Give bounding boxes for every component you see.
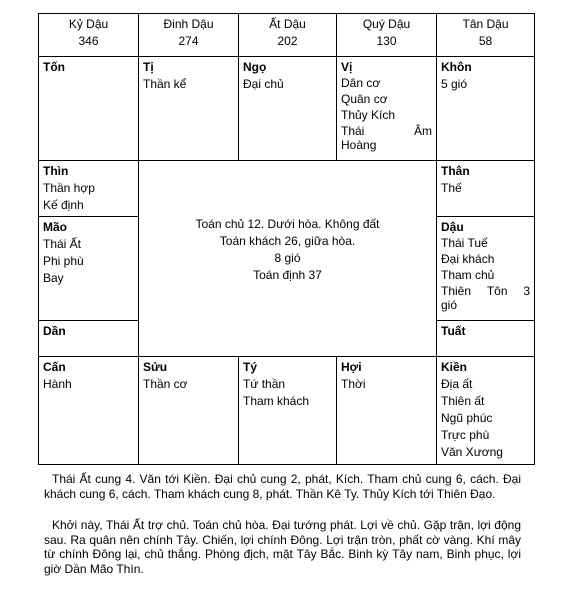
header-name: Tân Dậu xyxy=(462,17,509,31)
center-line: Toán khách 26, giữa hòa. xyxy=(219,233,356,248)
cell-line: Thế xyxy=(441,181,462,195)
cell-line: Địa ất xyxy=(441,377,473,391)
cell-dan xyxy=(39,321,139,357)
cell-line-justified xyxy=(441,283,530,299)
header-cell-2 xyxy=(239,14,337,57)
header-name: Ất Dậu xyxy=(269,17,306,31)
cell-line: Phi phù xyxy=(43,254,84,268)
cell-title: Cấn xyxy=(43,360,66,374)
cell-line: Hoàng xyxy=(341,138,377,152)
cell-can xyxy=(39,357,139,465)
center-line: Toán định 37 xyxy=(253,267,322,282)
cell-title: Hợi xyxy=(341,360,362,374)
cell-ty xyxy=(239,357,337,465)
cell-title: Dần xyxy=(43,324,66,338)
cell-line: Kế định xyxy=(43,198,84,212)
paragraph-2: Khởi này, Thái Ất trợ chủ. Toán chủ hòa. Đại tướng phát. Lợi về chủ. Gặp trận, lợi động sau. Ra quân nên chính Tây. Chiến, lợi chính Đông. Lợi trận tròn, phất cờ vàng. Khí mây từ chính Đông lại, chủ thắng. Phòng địch, mặt Tây Bắc. Binh kỳ Tây nam, Binh phục, lợi giờ Dần Mão Thìn. xyxy=(44,518,521,576)
cell-line: Tham chủ xyxy=(441,268,495,282)
cell-title: Tốn xyxy=(43,60,65,74)
cell-thin xyxy=(39,161,139,217)
cell-title: Tị xyxy=(143,60,154,74)
cell-line: Thiên ất xyxy=(441,394,485,408)
cell-line: Văn Xương xyxy=(441,445,503,459)
cell-line: Thời xyxy=(341,377,366,391)
cell-line: Đại chủ xyxy=(243,77,284,91)
header-cell-1 xyxy=(139,14,239,57)
header-number: 202 xyxy=(277,34,298,48)
word: Tôn xyxy=(486,284,508,298)
cell-line-justified xyxy=(341,123,432,139)
middle-row-1 xyxy=(39,161,535,217)
cell-suu xyxy=(139,357,239,465)
cell-line: Quân cơ xyxy=(341,92,388,106)
word: Thiên xyxy=(441,284,472,298)
cell-hoi xyxy=(337,357,437,465)
cell-line: gió xyxy=(441,298,458,312)
cell-line: Tham khách xyxy=(243,394,310,408)
cell-line: Thủy Kích xyxy=(341,108,396,122)
cell-line: Thần cơ xyxy=(143,377,188,391)
cell-khon xyxy=(437,57,535,161)
cell-title: Kiền xyxy=(441,360,468,374)
cell-line: Bay xyxy=(43,271,64,285)
header-name: Kỷ Dậu xyxy=(68,17,109,31)
cell-title: Thân xyxy=(441,164,470,178)
cell-title: Vị xyxy=(341,60,353,74)
header-number: 58 xyxy=(478,34,493,48)
header-cell-0 xyxy=(39,14,139,57)
cell-ton xyxy=(39,57,139,161)
bottom-row xyxy=(39,357,535,465)
center-line: Toán chủ 12. Dưới hòa. Không đất xyxy=(195,216,380,231)
center-summary xyxy=(139,161,437,357)
cell-line: Thần hợp xyxy=(43,181,95,195)
cell-line: Tứ thần xyxy=(243,377,286,391)
cell-title: Khôn xyxy=(441,60,472,74)
word: Âm xyxy=(414,124,432,138)
cell-line: Dân cơ xyxy=(341,76,381,90)
cell-title: Dậu xyxy=(441,220,464,234)
cell-kien xyxy=(437,357,535,465)
cell-line: Trực phù xyxy=(441,428,490,442)
cell-title: Tý xyxy=(243,360,258,374)
cell-tuat xyxy=(437,321,535,357)
cell-title: Tuất xyxy=(441,324,466,338)
paragraph-1: Thái Ất cung 4. Văn tới Kiền. Đại chủ cung 2, phát, Kích. Tham chủ cung 6, cách. Đại khách cung 6, cách. Tham khách cung 8, phát. Thần Kê Ty. Thủy Kích tới Thiên Đạo. xyxy=(44,472,521,501)
center-line: 8 gió xyxy=(274,250,301,265)
word: Thái xyxy=(341,124,365,138)
word: 3 xyxy=(523,284,530,298)
cell-title: Ngọ xyxy=(243,60,267,74)
cell-title: Sửu xyxy=(143,360,168,374)
cell-dau xyxy=(437,217,535,321)
header-number: 130 xyxy=(376,34,397,48)
cell-line: Ngũ phúc xyxy=(441,411,493,425)
header-cell-4 xyxy=(437,14,535,57)
cell-vi xyxy=(337,57,437,161)
cell-than xyxy=(437,161,535,217)
cell-line: Thái Ất xyxy=(43,237,82,251)
cell-line: Thần kể xyxy=(143,77,187,91)
header-name: Đinh Dậu xyxy=(163,17,214,31)
cell-ti xyxy=(139,57,239,161)
divination-grid xyxy=(38,13,535,465)
cell-line: Thái Tuế xyxy=(441,236,488,250)
cell-line: Đại khách xyxy=(441,252,495,266)
cell-line: Hành xyxy=(43,377,72,391)
cell-ngo xyxy=(239,57,337,161)
cell-line: 5 gió xyxy=(441,77,468,91)
cell-mao xyxy=(39,217,139,321)
header-cell-3 xyxy=(337,14,437,57)
header-name: Quý Dậu xyxy=(362,17,411,31)
header-number: 346 xyxy=(78,34,99,48)
header-row xyxy=(39,14,535,57)
cell-title: Mão xyxy=(43,220,67,234)
header-number: 274 xyxy=(178,34,199,48)
cell-title: Thìn xyxy=(43,164,69,178)
top-row xyxy=(39,57,535,161)
